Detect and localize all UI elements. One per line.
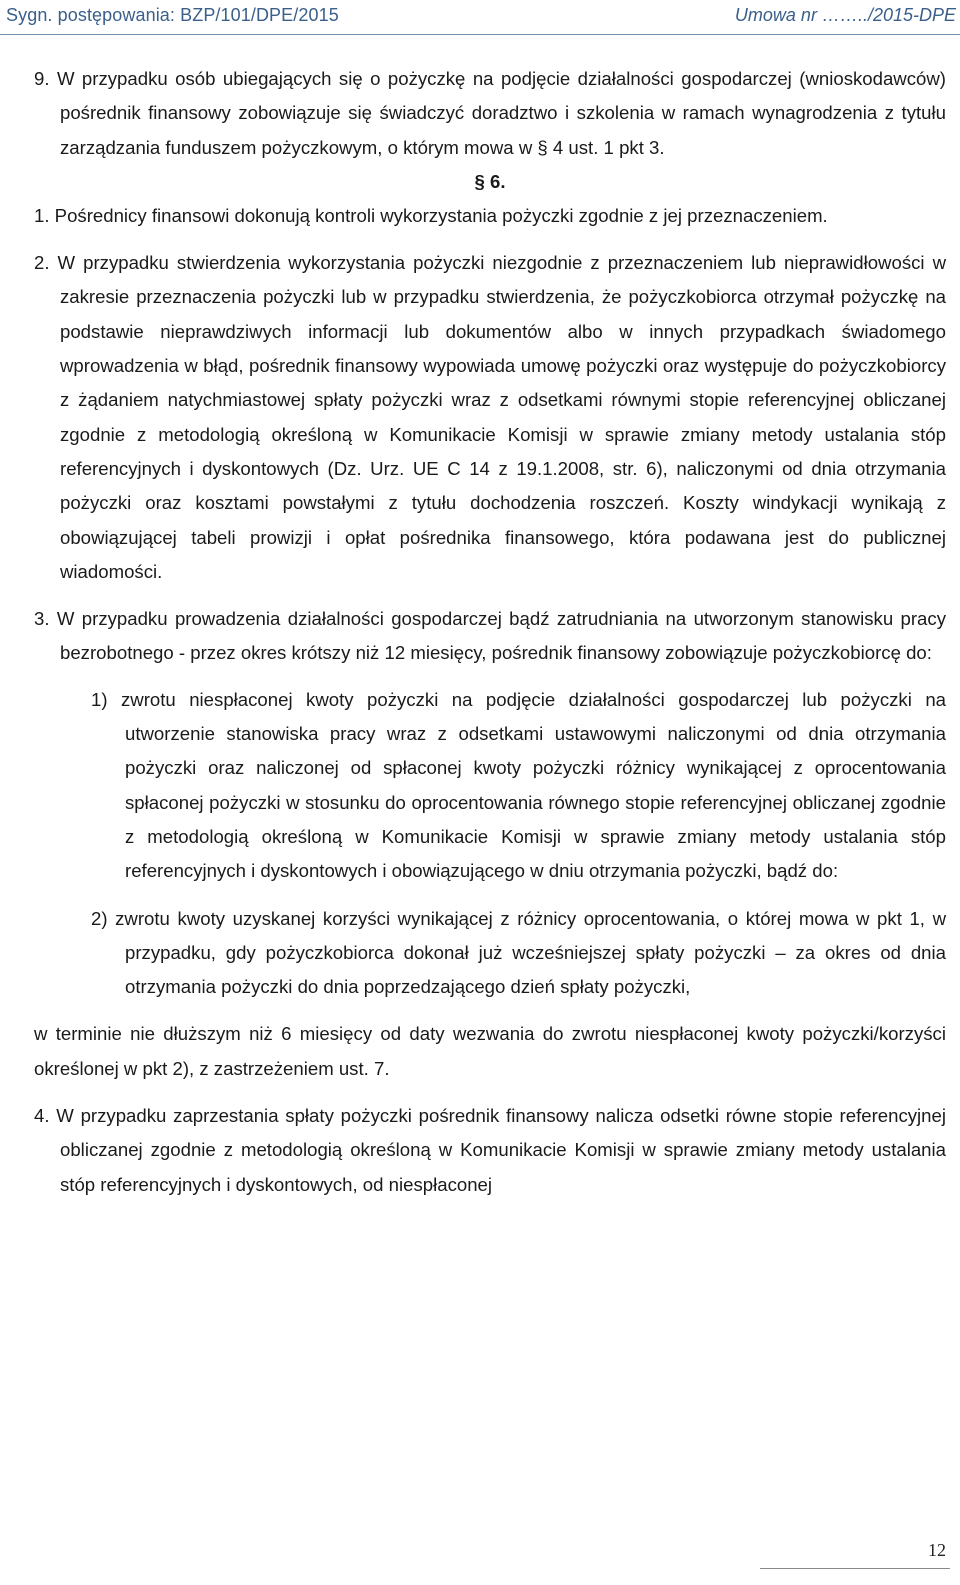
paragraph-3-intro: 3. W przypadku prowadzenia działalności gospodarczej bądź zatrudniania na utworzonym stanowisku pracy bezrobotnego - przez okres krótszy niż 12 miesięcy, pośrednik finansowy zobowiązuje pożyczkobiorcę do: (34, 608, 946, 664)
page-header (0, 0, 960, 35)
list-item: 2) zwrotu kwoty uzyskanej korzyści wynikającej z różnicy oprocentowania, o której mowa w pkt 1, w przypadku, gdy pożyczkobiorca dokonał już wcześniejszej spłaty pożyczki – za okres od dnia otrzymania pożyczki do dnia poprzedzającego dzień spłaty pożyczki, (91, 907, 946, 998)
contract-number: Umowa nr ……../2015-DPE (734, 5, 956, 25)
document-body (34, 62, 946, 1202)
paragraph-9: 9. W przypadku osób ubiegających się o pożyczkę na podjęcie działalności gospodarczej (wnioskodawców) pośrednik finansowy zobowiązuje się świadczyć doradztwo i szkolenia w ramach wynagrodzenia z tytułu zarządzania funduszem pożyczkowym, o którym mowa w § 4 ust. 1 pkt 3. (34, 68, 946, 158)
paragraph-1: 1. Pośrednicy finansowi dokonują kontroli wykorzystania pożyczki zgodnie z jej przeznaczeniem. (34, 204, 828, 226)
case-reference: Sygn. postępowania: BZP/101/DPE/2015 (6, 5, 339, 25)
sub-list (34, 683, 946, 1005)
paragraph-2: 2. W przypadku stwierdzenia wykorzystania pożyczki niezgodnie z przeznaczeniem lub nieprawidłowości w zakresie przeznaczenia pożyczki lub w przypadku stwierdzenia, że pożyczkobiorca otrzymał pożyczkę na podstawie nieprawdziwych informacji lub dokumentów albo w innych przypadkach świadomego wprowadzenia w błąd, pośrednik finansowy wypowiada umowę pożyczki oraz występuje do pożyczkobiorcy z żądaniem natychmiastowej spłaty pożyczki wraz z odsetkami równymi stopie referencyjnej obliczanej zgodnie z metodologią określoną w Komunikacie Komisji w sprawie zmiany metody ustalania stóp referencyjnych i dyskontowych (Dz. Urz. UE C 14 z 19.1.2008, str. 6), naliczonymi od dnia otrzymania pożyczki oraz kosztami powstałymi z tytułu dochodzenia roszczeń. Koszty windykacji wynikają z obowiązującej tabeli prowizji i opłat pośrednika finansowego, która podawana jest do publicznej wiadomości. (34, 252, 946, 582)
paragraph-4: 4. W przypadku zaprzestania spłaty pożyczki pośrednik finansowy nalicza odsetki równe stopie referencyjnej obliczanej zgodnie z metodologią określoną w Komunikacie Komisji w sprawie zmiany metody ustalania stóp referencyjnych i dyskontowych, od niespłaconej (34, 1105, 946, 1195)
footer-divider (760, 1568, 950, 1569)
section-heading: § 6. (474, 170, 506, 192)
list-item: 1) zwrotu niespłaconej kwoty pożyczki na podjęcie działalności gospodarczej lub pożyczki na utworzenie stanowiska pracy wraz z odsetkami ustawowymi naliczonymi od dnia otrzymania pożyczki oraz naliczonej od spłaconej kwoty pożyczki różnicy wynikającej z oprocentowania spłaconej pożyczki w stosunku do oprocentowania równego stopie referencyjnej obliczanej zgodnie z metodologią określoną w Komunikacie Komisji w sprawie zmiany metody ustalania stóp referencyjnych i dyskontowych i obowiązującego w dniu otrzymania pożyczki, bądź do: (91, 688, 946, 882)
paragraph-3-outro: w terminie nie dłuższym niż 6 miesięcy od daty wezwania do zwrotu niespłaconej kwoty pożyczki/korzyści określonej w pkt 2), z zastrzeżeniem ust. 7. (34, 1023, 946, 1079)
page-number: 12 (928, 1540, 946, 1560)
